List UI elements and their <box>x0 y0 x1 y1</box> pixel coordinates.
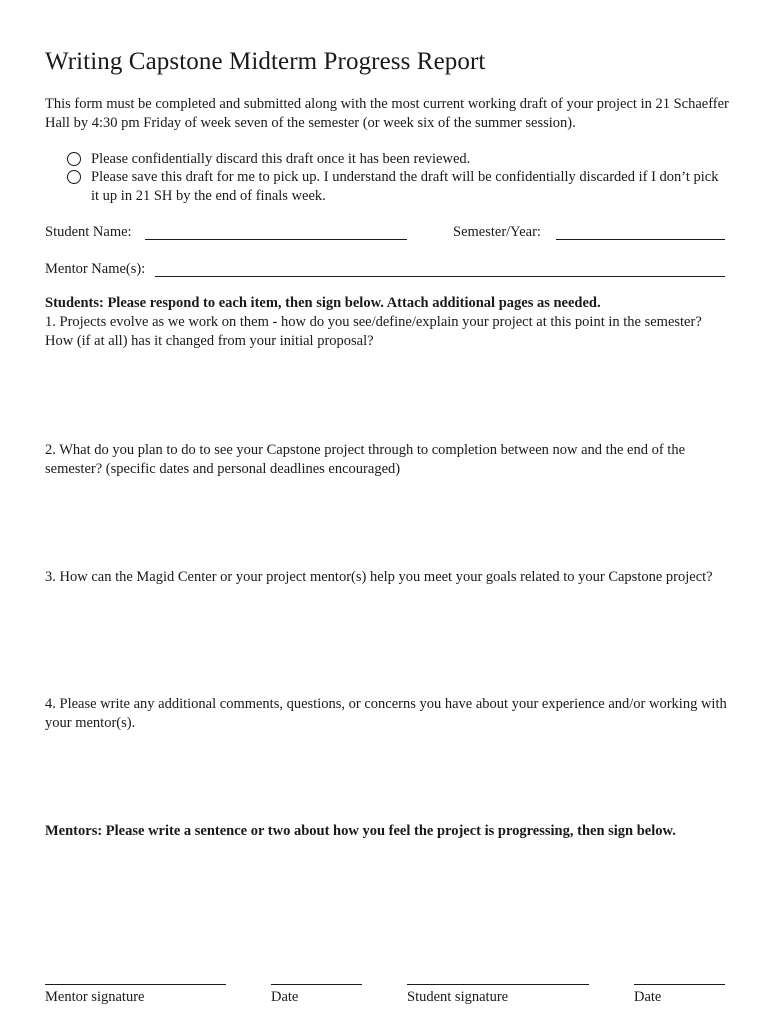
answer-1-field[interactable] <box>45 356 730 438</box>
mentor-names-field[interactable] <box>155 261 725 277</box>
mentor-signature-label: Mentor signature <box>45 989 145 1005</box>
student-name-label: Student Name: <box>45 224 132 240</box>
intro-paragraph: This form must be completed and submitted along with the most current working draft of your project in 21 Schaeffer Hall by 4:30 pm Friday of week seven of the semester (or week six of the summer session). <box>45 96 729 131</box>
form-page <box>45 0 730 1024</box>
option-discard[interactable] <box>67 150 727 169</box>
mentors-instructions: Mentors: Please write a sentence or two about how you feel the project is progressing, then sign below. <box>45 823 676 839</box>
save-radio[interactable] <box>67 170 81 184</box>
option-save[interactable] <box>67 168 727 206</box>
answer-3-field[interactable] <box>45 611 730 693</box>
answer-4-field[interactable] <box>45 738 730 818</box>
semester-year-field[interactable] <box>556 224 725 240</box>
answer-2-field[interactable] <box>45 484 730 566</box>
students-instructions: Students: Please respond to each item, then sign below. Attach additional pages as needed. <box>45 295 601 311</box>
option-save-label: Please save this draft for me to pick up. I understand the draft will be confidentially discarded if I don’t pick it up in 21 SH by the end of finals week. <box>91 169 719 204</box>
mentor-names-label: Mentor Name(s): <box>45 261 146 277</box>
question-3: 3. How can the Magid Center or your project mentor(s) help you meet your goals related to your Capstone project? <box>45 569 713 585</box>
discard-radio[interactable] <box>67 152 81 166</box>
question-2: 2. What do you plan to do to see your Capstone project through to completion between now and the end of the semester? (specific dates and personal deadlines encouraged) <box>45 442 686 477</box>
semester-year-label: Semester/Year: <box>453 224 541 240</box>
student-info-row <box>45 223 730 243</box>
question-4: 4. Please write any additional comments, questions, or concerns you have about your experience and/or working with your mentor(s). <box>45 696 727 731</box>
mentor-comment-field[interactable] <box>45 866 730 976</box>
form-title: Writing Capstone Midterm Progress Report <box>45 48 486 75</box>
mentor-info-row <box>45 260 730 280</box>
student-date-line[interactable] <box>634 984 725 1007</box>
option-discard-label: Please confidentially discard this draft once it has been reviewed. <box>91 151 471 167</box>
mentor-date-line[interactable] <box>271 984 362 1007</box>
student-date-label: Date <box>634 989 662 1005</box>
student-signature-line[interactable] <box>407 984 589 1007</box>
student-signature-label: Student signature <box>407 989 509 1005</box>
mentor-signature-line[interactable] <box>45 984 226 1007</box>
question-1: 1. Projects evolve as we work on them - how do you see/define/explain your project at this point in the semester? How (if at all) has it changed from your initial proposal? <box>45 314 702 349</box>
mentor-date-label: Date <box>271 989 299 1005</box>
student-name-field[interactable] <box>145 224 407 240</box>
